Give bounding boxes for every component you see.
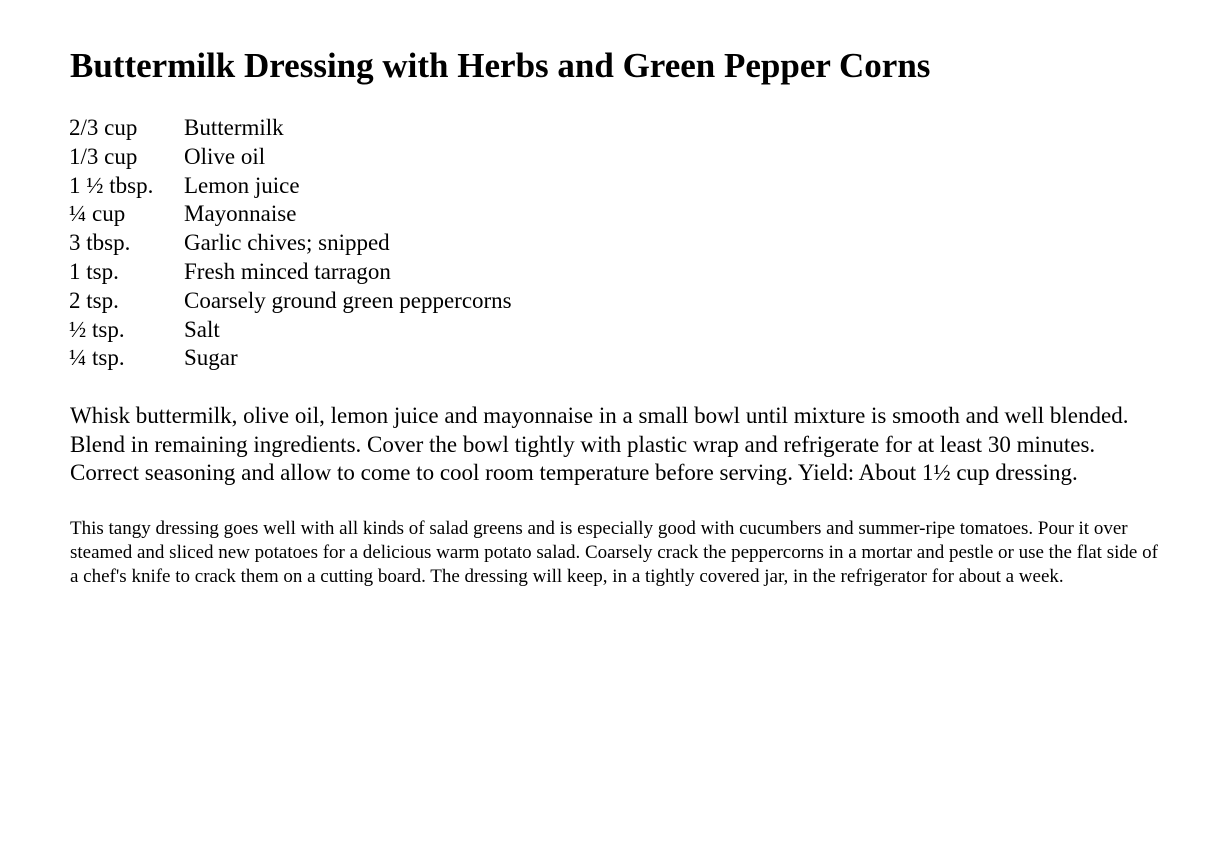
ingredient-row	[70, 287, 1170, 316]
ingredient-name: Buttermilk	[184, 115, 284, 140]
ingredient-row	[70, 200, 1170, 229]
ingredient-quantity: 1 ½ tbsp.	[69, 172, 154, 198]
ingredient-quantity: 3 tbsp.	[69, 230, 131, 256]
ingredient-row	[70, 114, 1170, 143]
ingredient-name: Sugar	[184, 345, 238, 371]
recipe-title: Buttermilk Dressing with Herbs and Green Pepper Corns	[70, 46, 931, 85]
ingredient-quantity: ¼ cup	[69, 201, 126, 227]
ingredient-row	[70, 143, 1170, 172]
ingredient-row	[70, 316, 1170, 345]
ingredient-name: Olive oil	[184, 143, 266, 169]
ingredient-row	[70, 344, 1170, 373]
ingredient-row	[70, 258, 1170, 287]
ingredient-quantity: 1 tsp.	[69, 258, 119, 284]
ingredient-quantity: ½ tsp.	[69, 316, 125, 342]
ingredient-quantity: 1/3 cup	[69, 143, 138, 169]
ingredient-name: Lemon juice	[184, 172, 300, 198]
ingredient-quantity: 2/3 cup	[69, 115, 138, 140]
ingredient-name: Mayonnaise	[184, 201, 297, 227]
ingredient-name: Coarsely ground green peppercorns	[184, 287, 512, 313]
ingredient-name: Garlic chives; snipped	[184, 230, 390, 256]
ingredient-list	[70, 114, 1170, 373]
ingredient-quantity: ¼ tsp.	[69, 345, 125, 371]
serving-notes: This tangy dressing goes well with all kinds of salad greens and is especially good with cucumbers and summer-ripe tomatoes. Pour it over steamed and sliced new potatoes for a delicious warm potato salad. Coarsely crack the peppercorns in a mortar and pestle or use the flat side of a chef's knife to crack them on a cutting board. The dressing will keep, in a tightly covered jar, in the refrigerator for about a week.	[70, 517, 1158, 587]
ingredient-row	[70, 172, 1170, 201]
ingredient-name: Salt	[184, 316, 220, 342]
method-paragraph: Whisk buttermilk, olive oil, lemon juice and mayonnaise in a small bowl until mixture is smooth and well blended. Blend in remaining ingredients. Cover the bowl tightly with plastic wrap and refrigerate for at least 30 minutes. Correct seasoning and allow to come to cool room temperature before serving. Yield: About 1½ cup dressing.	[70, 403, 1129, 486]
ingredient-name: Fresh minced tarragon	[184, 258, 391, 284]
ingredient-quantity: 2 tsp.	[69, 287, 119, 313]
ingredient-row	[70, 229, 1170, 258]
recipe-page	[70, 44, 1170, 589]
